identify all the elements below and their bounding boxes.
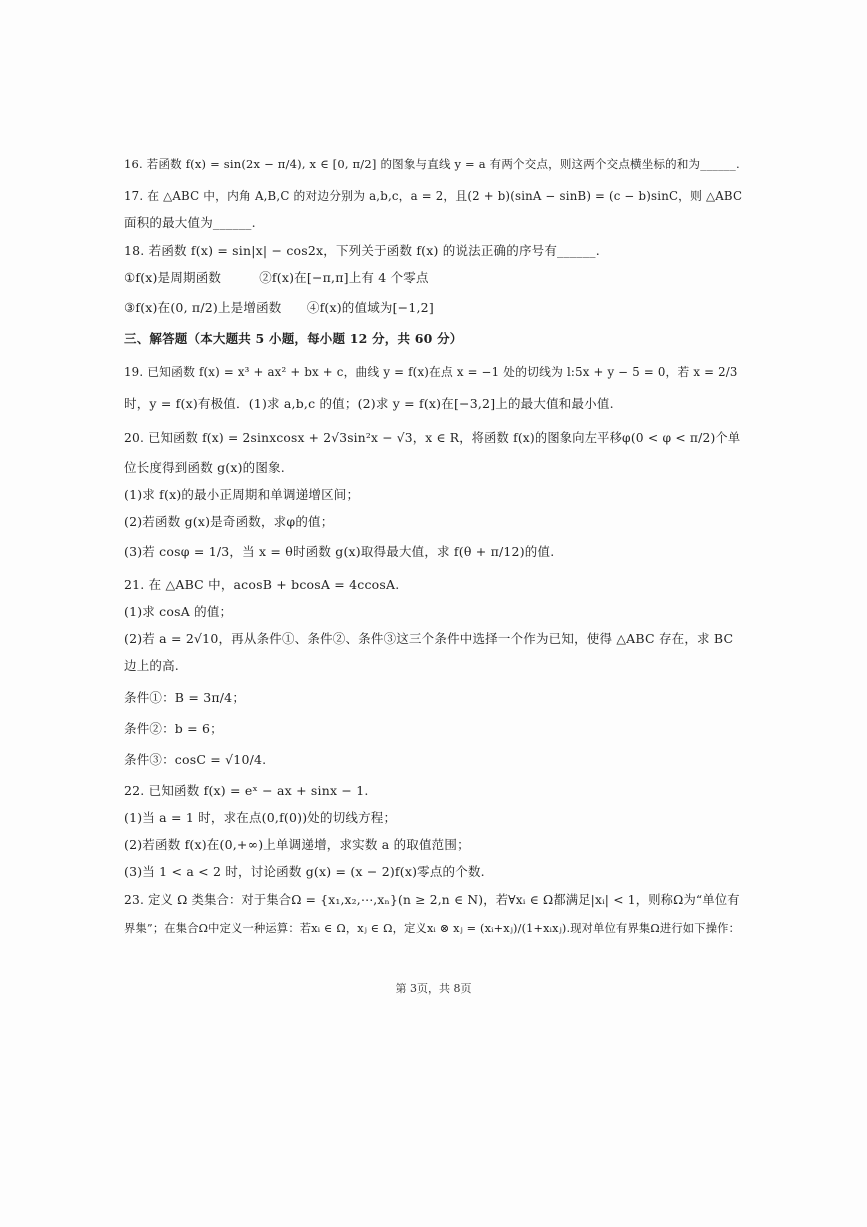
q18-option-2: ③f(x)在(0, π/2)上是增函数 ④f(x)的值域为[−1,2]: [124, 300, 434, 315]
q19-line-2: 时，y = f(x)有极值．(1)求 a,b,c 的值；(2)求 y = f(x)在[−3,2]上的最大值和最小值.: [124, 396, 614, 411]
q20-part-2: (2)若函数 g(x)是奇函数，求φ的值；: [124, 514, 334, 529]
q20-line-2: 位长度得到函数 g(x)的图象.: [124, 460, 285, 475]
q17-line-2: 面积的最大值为______.: [124, 215, 256, 230]
q22-line-1: 22. 已知函数 f(x) = eˣ − ax + sinx − 1.: [124, 783, 369, 798]
q21-condition-1: 条件①：B = 3π/4；: [124, 690, 246, 705]
page-footer: 第 3页，共 8页: [395, 982, 472, 995]
section-heading: 三、解答题（本大题共 5 小题，每小题 12 分，共 60 分）: [124, 331, 463, 346]
q21-condition-3: 条件③：cosC = √10/4.: [124, 752, 267, 767]
q22-part-2: (2)若函数 f(x)在(0,+∞)上单调递增，求实数 a 的取值范围；: [124, 837, 470, 852]
q20-part-1: (1)求 f(x)的最小正周期和单调递增区间；: [124, 487, 360, 502]
q21-part-1: (1)求 cosA 的值；: [124, 604, 233, 619]
q22-part-3: (3)当 1 < a < 2 时，讨论函数 g(x) = (x − 2)f(x)零点的个数.: [124, 864, 485, 879]
q21-part-2-cont: 边上的高.: [124, 658, 179, 673]
q21-condition-2: 条件②：b = 6；: [124, 721, 223, 736]
q19-line-1: 19. 已知函数 f(x) = x³ + ax² + bx + c，曲线 y = f(x)在点 x = −1 处的切线为 l:5x + y − 5 = 0，若 x = 2/3: [124, 365, 738, 379]
q20-part-3: (3)若 cosφ = 1/3，当 x = θ时函数 g(x)取得最大值，求 f(θ + π/12)的值.: [124, 544, 555, 559]
q23-line-1: 23. 定义 Ω 类集合：对于集合Ω = {x₁,x₂,⋯,xₙ}(n ≥ 2,n ∈ N)，若∀xᵢ ∈ Ω都满足|xᵢ| < 1，则称Ω为“单位有: [124, 893, 740, 907]
q18-line: 18. 若函数 f(x) = sin|x| − cos2x，下列关于函数 f(x) 的说法正确的序号有______.: [124, 243, 600, 258]
q16-line: 16. 若函数 f(x) = sin(2x − π/4), x ∈ [0, π/2] 的图象与直线 y = a 有两个交点，则这两个交点横坐标的和为______.: [124, 157, 740, 171]
q18-option-1: ①f(x)是周期函数 ②f(x)在[−π,π]上有 4 个零点: [124, 270, 429, 285]
q22-part-1: (1)当 a = 1 时，求在点(0,f(0))处的切线方程；: [124, 810, 397, 825]
q20-line-1: 20. 已知函数 f(x) = 2sinxcosx + 2√3sin²x − √3，x ∈ R，将函数 f(x)的图象向左平移φ(0 < φ < π/2)个单: [124, 431, 741, 445]
q23-line-2: 界集”；在集合Ω中定义一种运算：若xᵢ ∈ Ω，xⱼ ∈ Ω，定义xᵢ ⊗ xⱼ = (xᵢ+xⱼ)/(1+xᵢxⱼ).现对单位有界集Ω进行如下操作：: [124, 922, 741, 935]
q17-line-1: 17. 在 △ABC 中，内角 A,B,C 的对边分别为 a,b,c，a = 2，且(2 + b)(sinA − sinB) = (c − b)sinC，则 △ABC: [124, 189, 743, 203]
q21-line-1: 21. 在 △ABC 中，acosB + bcosA = 4ccosA.: [124, 577, 400, 592]
q21-part-2: (2)若 a = 2√10，再从条件①、条件②、条件③这三个条件中选择一个作为已知，使得 △ABC 存在，求 BC: [124, 631, 734, 646]
